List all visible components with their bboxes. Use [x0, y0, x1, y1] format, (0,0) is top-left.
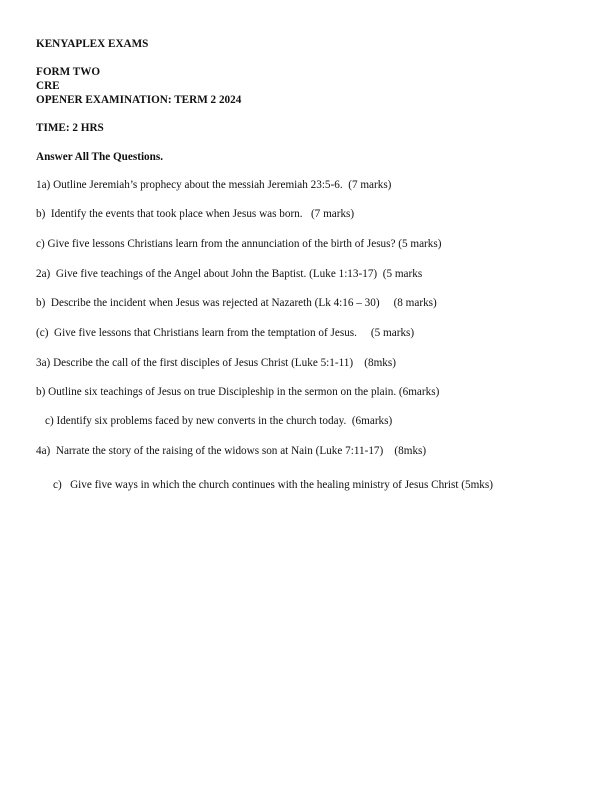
time-allowed: TIME: 2 HRS — [36, 122, 104, 134]
question-2c: (c) Give five lessons that Christians learn from the temptation of Jesus. (5 marks) — [36, 327, 415, 339]
question-1b: b) Identify the events that took place when Jesus was born. (7 marks) — [36, 208, 355, 220]
question-3c: c) Identify six problems faced by new converts in the church today. (6marks) — [45, 415, 393, 427]
form-level: FORM TWO — [36, 66, 101, 78]
question-3b: b) Outline six teachings of Jesus on true Discipleship in the sermon on the plain. (6marks) — [36, 386, 440, 398]
question-2a: 2a) Give five teachings of the Angel about John the Baptist. (Luke 1:13-17) (5 marks — [36, 268, 423, 280]
question-1c: c) Give five lessons Christians learn from the annunciation of the birth of Jesus? (5 marks) — [36, 238, 442, 250]
org-name: KENYAPLEX EXAMS — [36, 38, 149, 50]
subject: CRE — [36, 80, 60, 92]
question-1a: 1a) Outline Jeremiah’s prophecy about the messiah Jeremiah 23:5-6. (7 marks) — [36, 179, 392, 191]
exam-title: OPENER EXAMINATION: TERM 2 2024 — [36, 94, 242, 106]
question-2b: b) Describe the incident when Jesus was rejected at Nazareth (Lk 4:16 – 30) (8 marks) — [36, 297, 437, 309]
question-4a: 4a) Narrate the story of the raising of the widows son at Nain (Luke 7:11-17) (8mks) — [36, 445, 427, 457]
question-3a: 3a) Describe the call of the first disciples of Jesus Christ (Luke 5:1-11) (8mks) — [36, 357, 396, 369]
question-4c: c) Give five ways in which the church continues with the healing ministry of Jesus Christ (5mks) — [53, 479, 493, 491]
instructions: Answer All The Questions. — [36, 151, 164, 163]
